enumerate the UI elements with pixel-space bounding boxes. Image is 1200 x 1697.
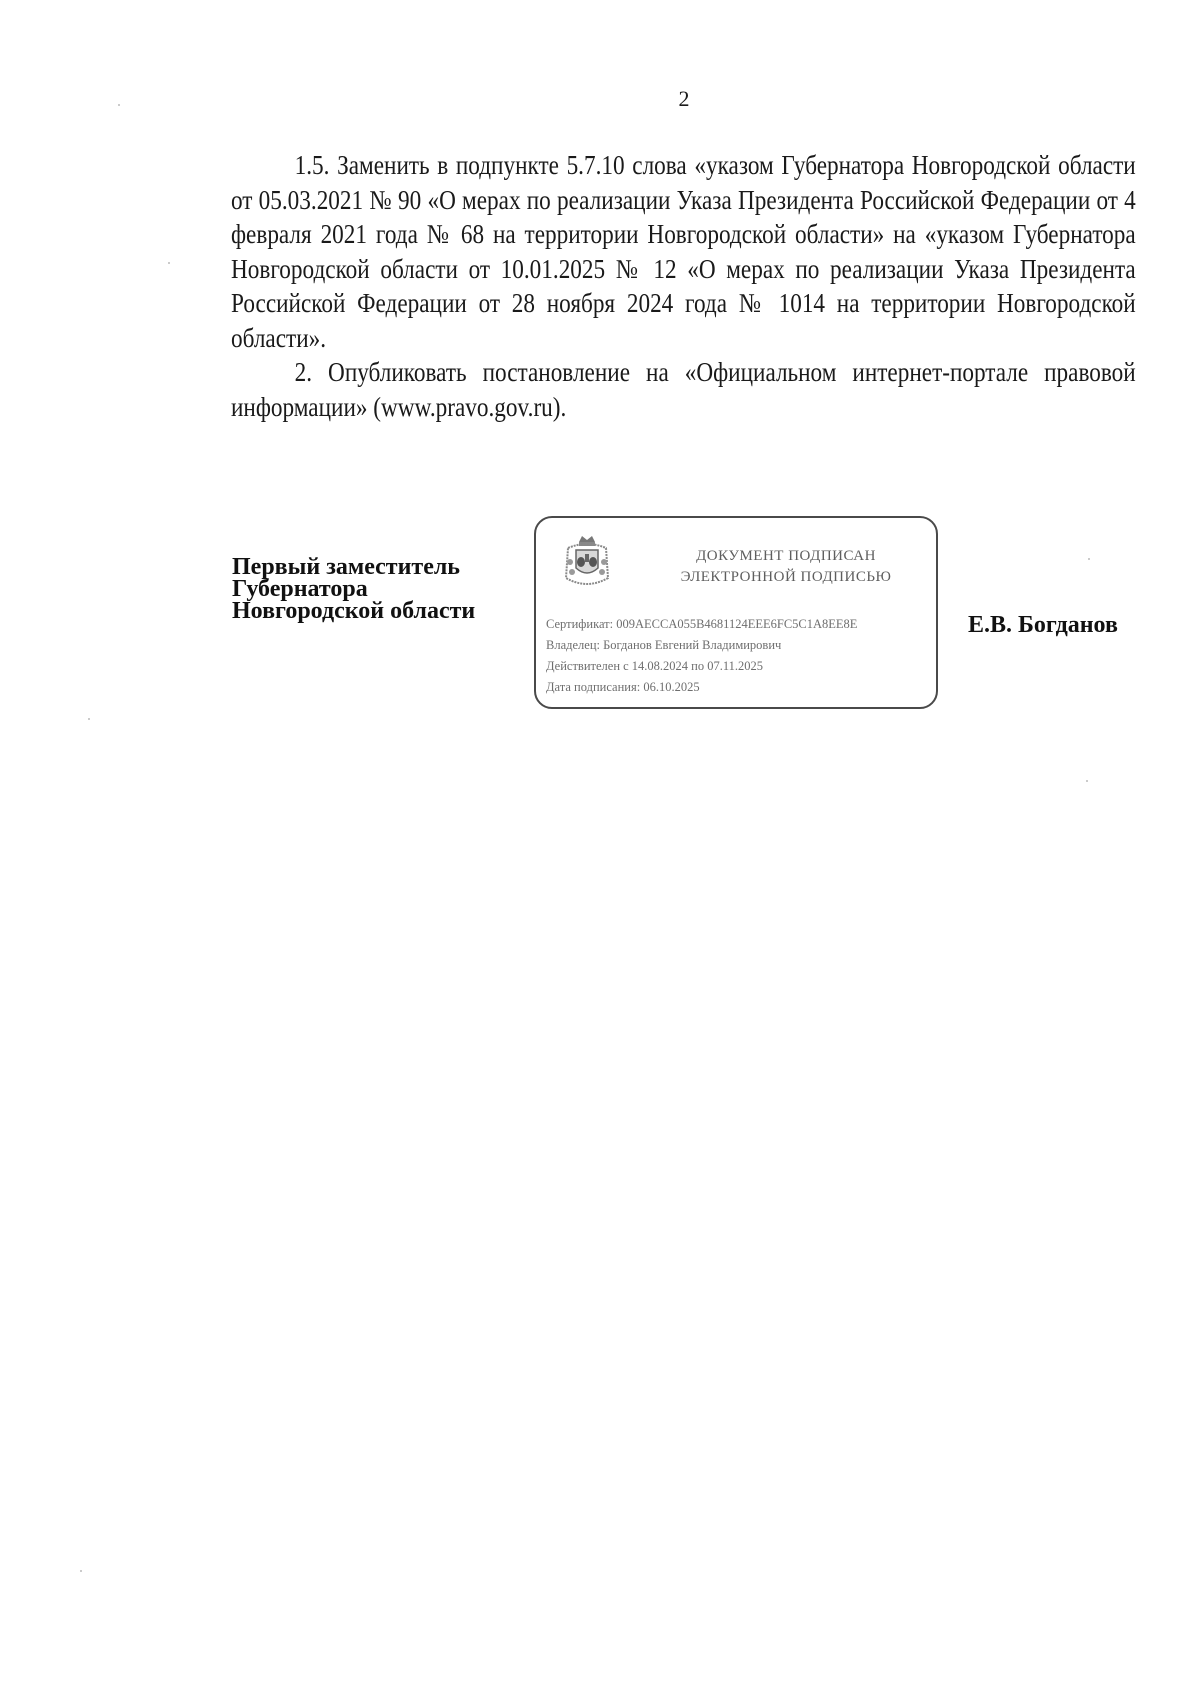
coat-of-arms-icon xyxy=(562,532,612,588)
paragraph-2: 2. Опубликовать постановление на «Официальном интернет-портале правовой информации» (www.pravo.gov.ru). xyxy=(231,357,1136,422)
stamp-owner: Владелец: Богданов Евгений Владимирович xyxy=(546,638,782,652)
stamp-certificate: Сертификат: 009AECCA055B4681124EEE6FC5C1A8EE8E xyxy=(546,617,858,631)
signatory-position-line: Первый заместитель xyxy=(232,554,460,580)
scan-speck xyxy=(1086,780,1088,782)
stamp-signed-date: Дата подписания: 06.10.2025 xyxy=(546,680,700,694)
stamp-heading-line: ЭЛЕКТРОННОЙ ПОДПИСЬЮ xyxy=(680,569,892,585)
document-body xyxy=(231,148,1136,424)
signatory-position xyxy=(232,556,475,622)
stamp-heading-line: ДОКУМЕНТ ПОДПИСАН xyxy=(696,548,876,564)
scan-speck xyxy=(1088,558,1090,560)
stamp-validity: Действителен с 14.08.2024 по 07.11.2025 xyxy=(546,659,764,673)
page-number: 2 xyxy=(678,86,690,111)
scan-speck xyxy=(118,104,120,106)
scan-speck xyxy=(168,262,170,264)
stamp-heading xyxy=(646,546,926,588)
stamp-details xyxy=(546,614,936,698)
signatory-position-line: Новгородской области xyxy=(232,598,476,624)
scan-speck xyxy=(88,718,90,720)
signatory-name: Е.В. Богданов xyxy=(968,612,1118,638)
paragraph-1-5: 1.5. Заменить в подпункте 5.7.10 слова «указом Губернатора Новгородской области от 05.03.2021 № 90 «О мерах по реализации Указа Президента Российской Федерации от 4 февраля 2021 года № 68 на территории Новгородской области» на «указом Губернатора Новгородской области от 10.01.2025 № 12 «О мерах по реализации Указа Президента Российской Федерации от 28 ноября 2024 года № 1014 на территории Новгородской области». xyxy=(231,150,1136,353)
electronic-signature-stamp xyxy=(534,516,938,709)
signatory-position-line: Губернатора xyxy=(232,576,368,602)
scan-speck xyxy=(80,1570,82,1572)
